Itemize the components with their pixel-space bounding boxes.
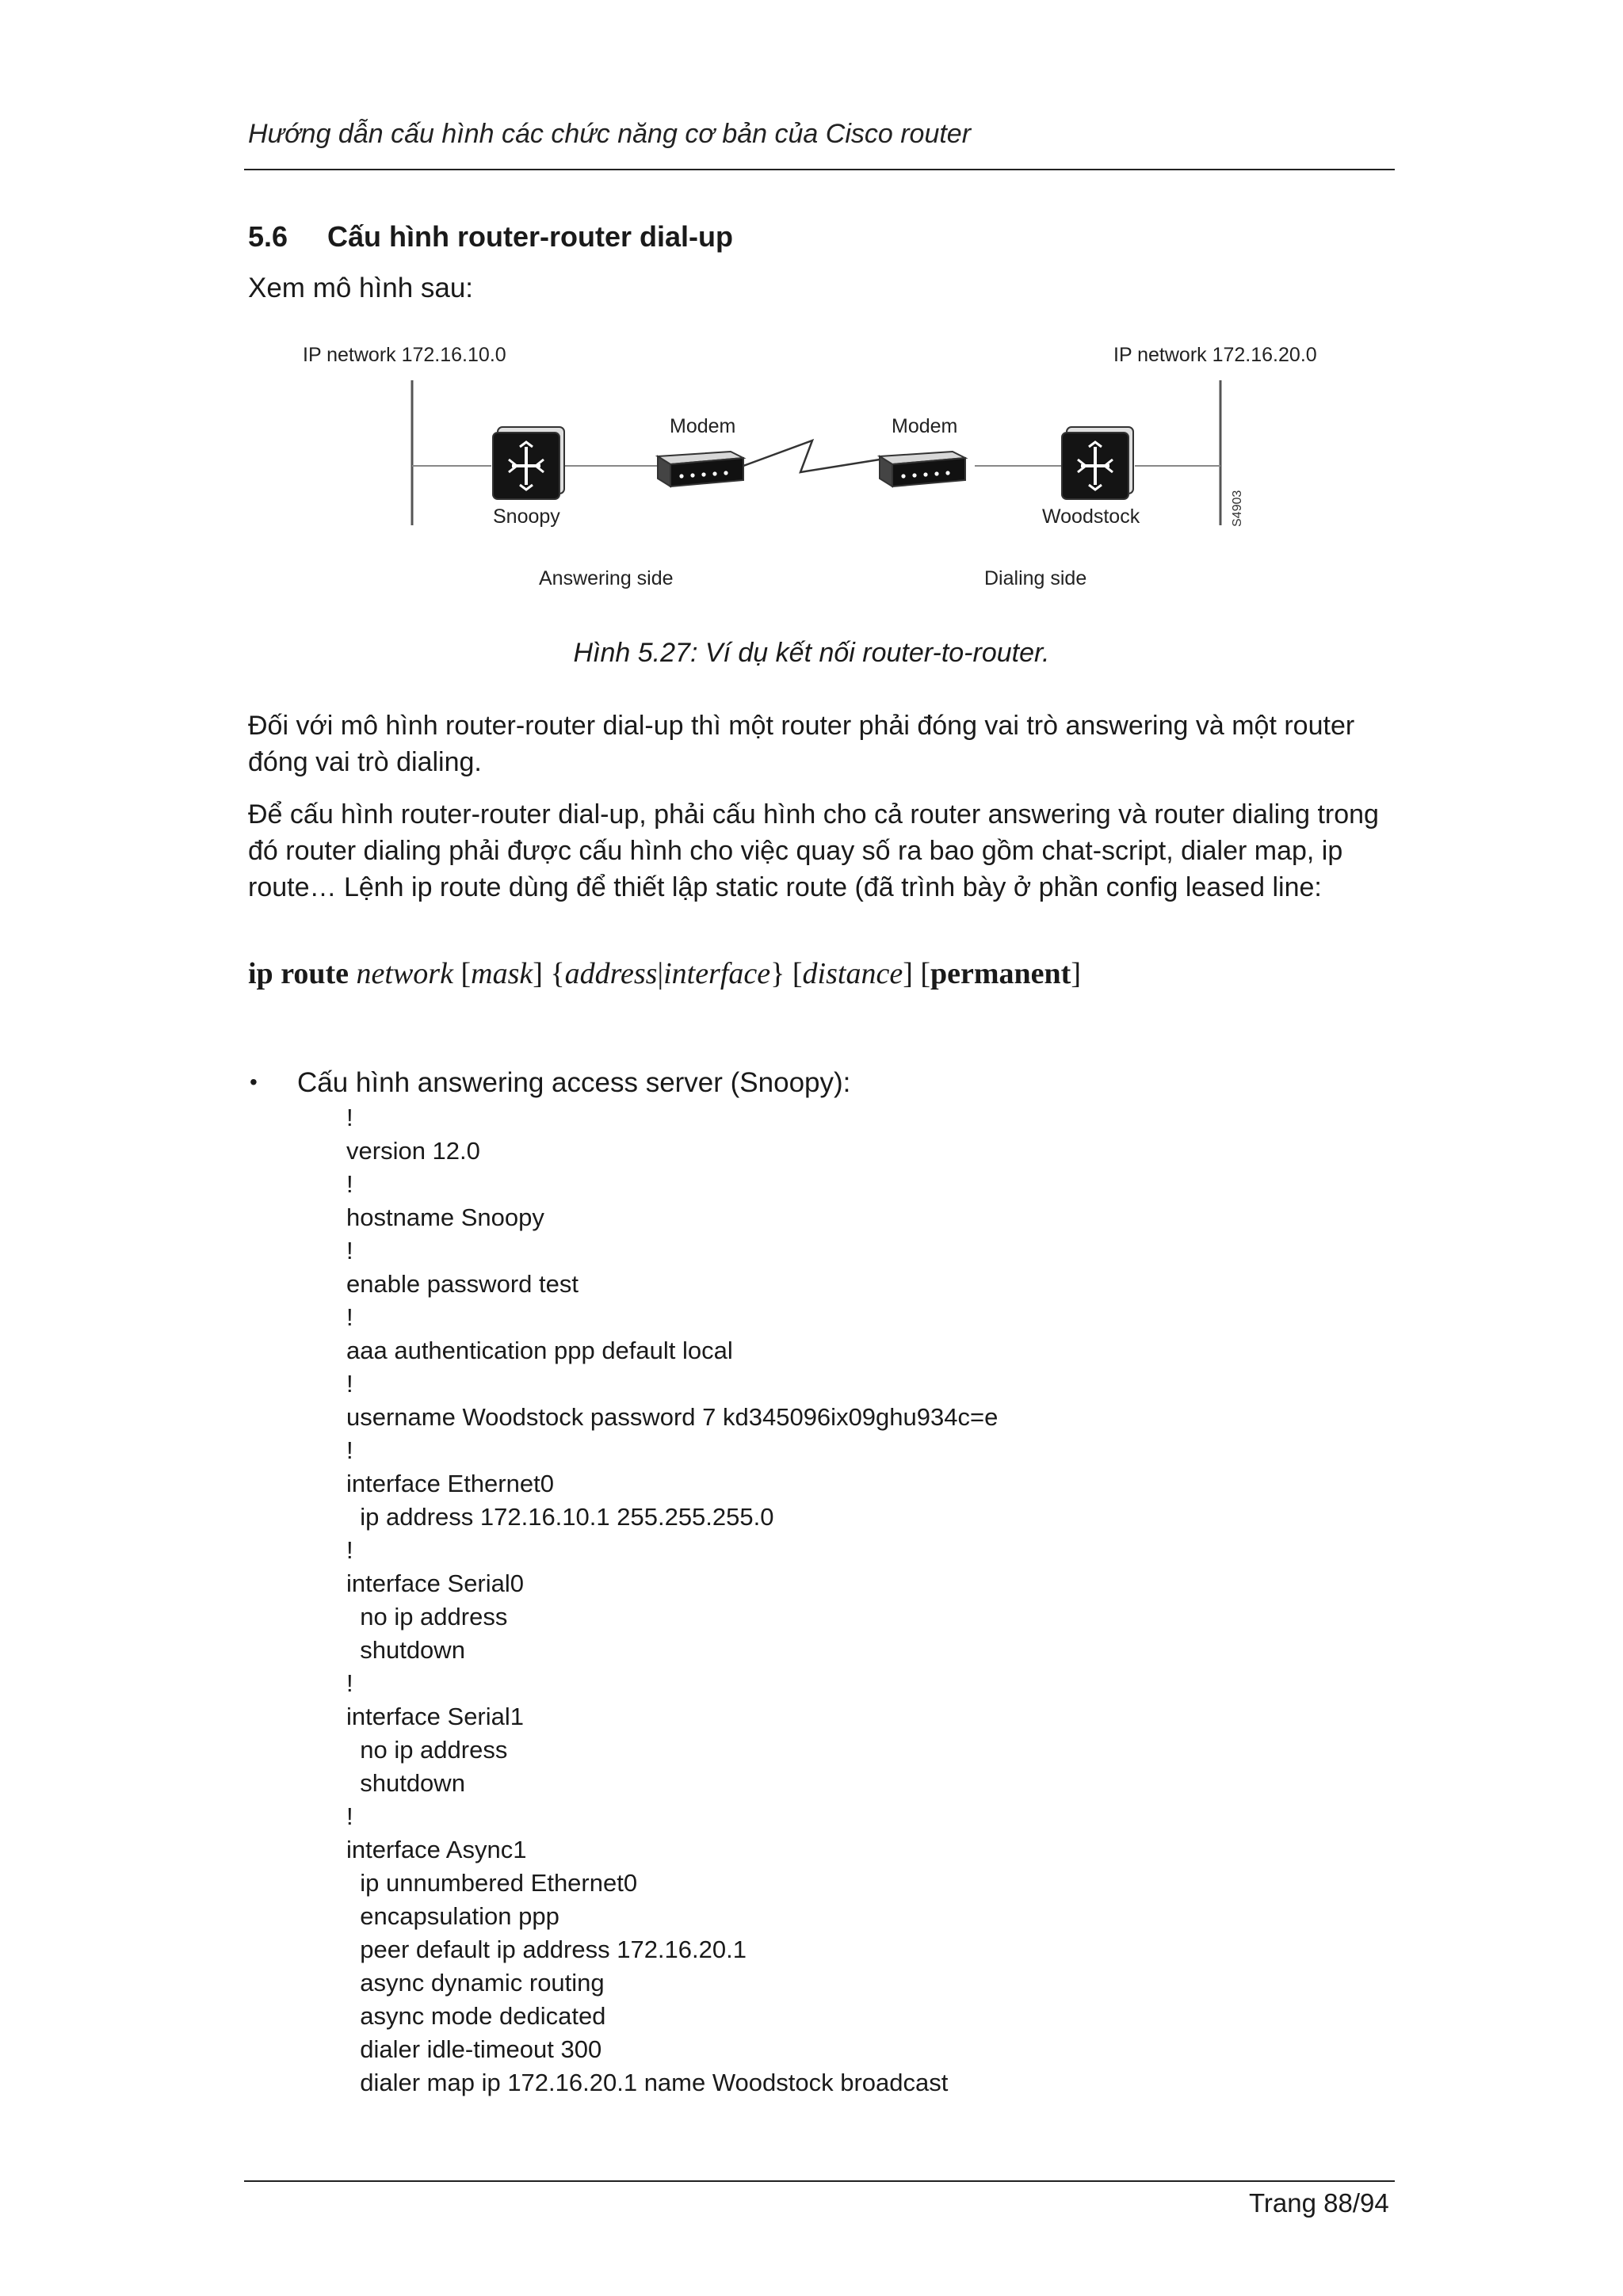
paragraph-roles: Đối với mô hình router-router dial-up thì một router phải đóng vai trò answering và một router đóng vai trò dialing. bbox=[248, 711, 1355, 777]
dial-link-icon bbox=[743, 441, 880, 472]
code-line: ! bbox=[346, 1104, 353, 1131]
bullet-symbol: • bbox=[250, 1070, 258, 1094]
code-line: ! bbox=[346, 1802, 353, 1830]
bullet-item bbox=[248, 1067, 850, 1099]
code-line: peer default ip address 172.16.20.1 bbox=[346, 1936, 747, 1963]
left-router-label: Snoopy bbox=[493, 505, 560, 528]
code-line: ! bbox=[346, 1436, 353, 1464]
code-line: ! bbox=[346, 1170, 353, 1198]
running-header: Hướng dẫn cấu hình các chức năng cơ bản của Cisco router bbox=[248, 119, 972, 149]
dialing-side-label: Dialing side bbox=[984, 567, 1087, 589]
code-line: username Woodstock password 7 kd345096ix09ghu934c=e bbox=[346, 1403, 999, 1431]
right-network-label: IP network 172.16.20.0 bbox=[1113, 344, 1317, 366]
paragraph-configuration: Để cấu hình router-router dial-up, phải cấu hình cho cả router answering và router dialing trong đó router dialing phải được cấu hình cho việc quay số ra bao gồm chat-script, dialer map, ip route… Lệnh ip route dùng để thiết lập static route (đã trình bày ở phần config leased line: bbox=[248, 799, 1379, 902]
code-line: interface Ethernet0 bbox=[346, 1470, 554, 1497]
code-line: version 12.0 bbox=[346, 1137, 480, 1165]
syntax-mask: mask bbox=[471, 957, 533, 990]
code-line: dialer map ip 172.16.20.1 name Woodstock broadcast bbox=[346, 2069, 949, 2096]
code-line: no ip address bbox=[346, 1736, 508, 1764]
left-network-label: IP network 172.16.10.0 bbox=[303, 344, 506, 366]
ip-route-syntax: ip route network [mask] {address|interface} [distance] [permanent] bbox=[248, 957, 1081, 990]
code-line: shutdown bbox=[346, 1769, 465, 1797]
code-line: ip address 172.16.10.1 255.255.255.0 bbox=[346, 1503, 774, 1531]
code-line: async mode dedicated bbox=[346, 2002, 606, 2030]
code-line: ip unnumbered Ethernet0 bbox=[346, 1869, 638, 1897]
left-modem-label: Modem bbox=[670, 415, 736, 437]
syntax-interface: interface bbox=[663, 957, 771, 990]
code-line: enable password test bbox=[346, 1270, 579, 1298]
section-number: 5.6 bbox=[248, 220, 288, 253]
code-line: ! bbox=[346, 1536, 353, 1564]
code-line: ! bbox=[346, 1370, 353, 1398]
syntax-command: ip route bbox=[248, 957, 349, 990]
code-line: interface Serial0 bbox=[346, 1569, 525, 1597]
page-number: Trang 88/94 bbox=[1249, 2188, 1389, 2218]
config-code-block bbox=[346, 1101, 1377, 2100]
code-line: interface Serial1 bbox=[346, 1703, 525, 1730]
network-diagram bbox=[285, 331, 1339, 601]
code-line: interface Async1 bbox=[346, 1836, 527, 1863]
router-icon-snoopy bbox=[493, 427, 564, 499]
figure-caption: Hình 5.27: Ví dụ kết nối router-to-router. bbox=[573, 638, 1050, 668]
modem-icon-left bbox=[658, 452, 743, 486]
section-title: Cấu hình router-router dial-up bbox=[327, 220, 733, 253]
code-line: no ip address bbox=[346, 1603, 508, 1630]
syntax-network: network bbox=[356, 957, 453, 990]
right-router-label: Woodstock bbox=[1042, 505, 1140, 528]
code-line: shutdown bbox=[346, 1636, 465, 1664]
code-line: dialer idle-timeout 300 bbox=[346, 2035, 602, 2063]
intro-text: Xem mô hình sau: bbox=[248, 273, 474, 303]
header-rule bbox=[244, 169, 1395, 170]
figure-id-label: S4903 bbox=[1231, 490, 1244, 527]
code-line: ! bbox=[346, 1669, 353, 1697]
syntax-permanent: permanent bbox=[930, 957, 1071, 990]
bullet-text: Cấu hình answering access server (Snoopy): bbox=[297, 1067, 851, 1098]
router-icon-woodstock bbox=[1062, 427, 1133, 499]
syntax-address: address bbox=[564, 957, 658, 990]
code-line: async dynamic routing bbox=[346, 1969, 605, 1997]
code-line: ! bbox=[346, 1237, 353, 1264]
code-line: hostname Snoopy bbox=[346, 1203, 544, 1231]
section-heading bbox=[248, 220, 733, 254]
right-modem-label: Modem bbox=[892, 415, 958, 437]
syntax-distance: distance bbox=[802, 957, 903, 990]
code-line: encapsulation ppp bbox=[346, 1902, 559, 1930]
code-line: ! bbox=[346, 1303, 353, 1331]
answering-side-label: Answering side bbox=[539, 567, 674, 589]
footer-rule bbox=[244, 2180, 1395, 2182]
code-line: aaa authentication ppp default local bbox=[346, 1337, 733, 1364]
modem-icon-right bbox=[880, 452, 965, 486]
